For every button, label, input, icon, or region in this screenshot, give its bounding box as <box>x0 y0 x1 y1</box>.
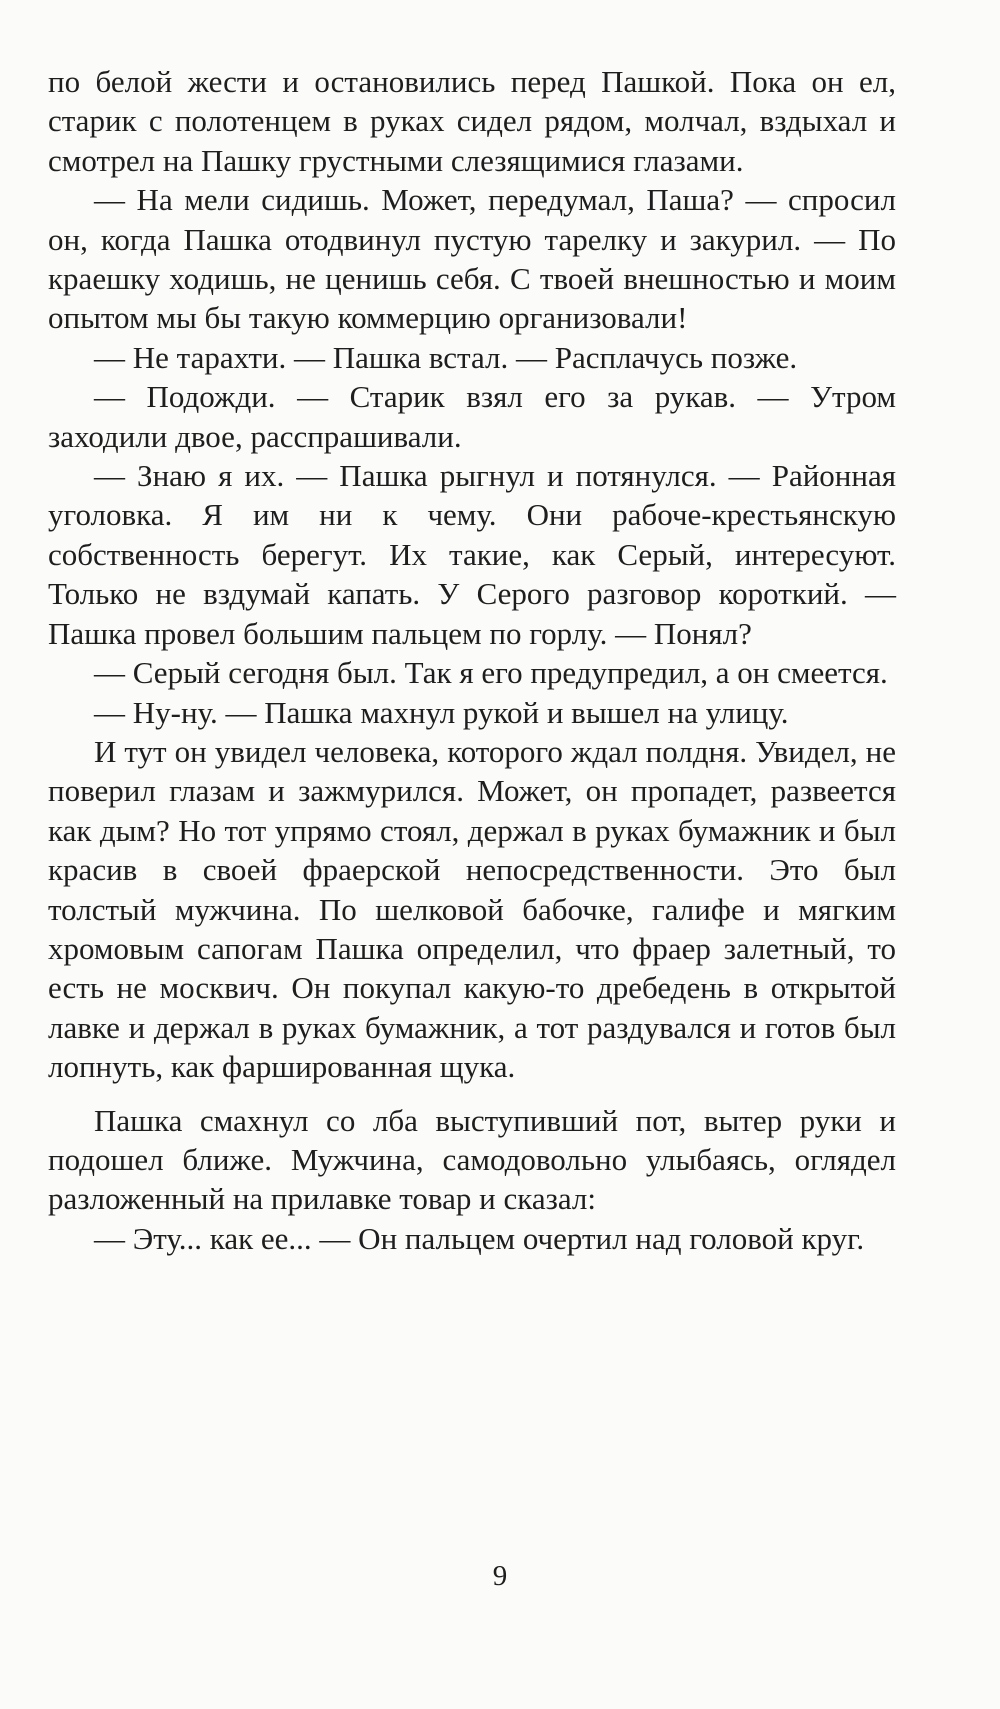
paragraph: — Ну-ну. — Пашка махнул рукой и вышел на улицу. <box>94 694 789 730</box>
paragraph: — На мели сидишь. Может, передумал, Паша? — спросил он, когда Пашка отодвинул пустую тарелку и закурил. — По краешку ходишь, не ценишь себя. С твоей внешностью и моим опытом мы бы такую коммерцию организовали! <box>48 182 896 336</box>
paragraph: Пашка смахнул со лба выступивший пот, вытер руки и подошел ближе. Мужчина, самодовольно улыбаясь, оглядел разложенный на прилавке товар и сказал: <box>48 1102 896 1217</box>
paragraph: — Знаю я их. — Пашка рыгнул и потянулся. — Районная уголовка. Я им ни к чему. Они рабоче-крестьянскую собственность берегут. Их такие, как Серый, интересуют. Только не вздумай капать. У Серого разговор короткий. — Пашка провел большим пальцем по горлу. — Понял? <box>48 458 896 651</box>
paragraph: — Эту... как ее... — Он пальцем очертил над головой круг. <box>94 1220 865 1256</box>
paragraph: — Не тарахти. — Пашка встал. — Расплачусь позже. <box>94 339 798 375</box>
paragraph: — Подожди. — Старик взял его за рукав. — Утром заходили двое, расспрашивали. <box>48 379 896 454</box>
paragraph: — Серый сегодня был. Так я его предупредил, а он смеется. <box>94 655 888 691</box>
page-number: 9 <box>492 1560 508 1592</box>
body-text <box>48 62 896 1258</box>
paragraph: И тут он увидел человека, которого ждал полдня. Увидел, не поверил глазам и зажмурился. Может, он пропадет, развеется как дым? Но тот упрямо стоял, держал в руках бумажник и был красив в своей фраерской непосредственности. Это был толстый мужчина. По шелковой бабочке, галифе и мягким хромовым сапогам Пашка определил, что фраер залетный, то есть не москвич. Он покупал какую-то дребедень в открытой лавке и держал в руках бумажник, а тот раздувался и готов был лопнуть, как фаршированная щука. <box>48 733 896 1085</box>
paragraph: по белой жести и остановились перед Пашкой. Пока он ел, старик с полотенцем в руках сидел рядом, молчал, вздыхал и смотрел на Пашку грустными слезящимися глазами. <box>48 64 896 178</box>
